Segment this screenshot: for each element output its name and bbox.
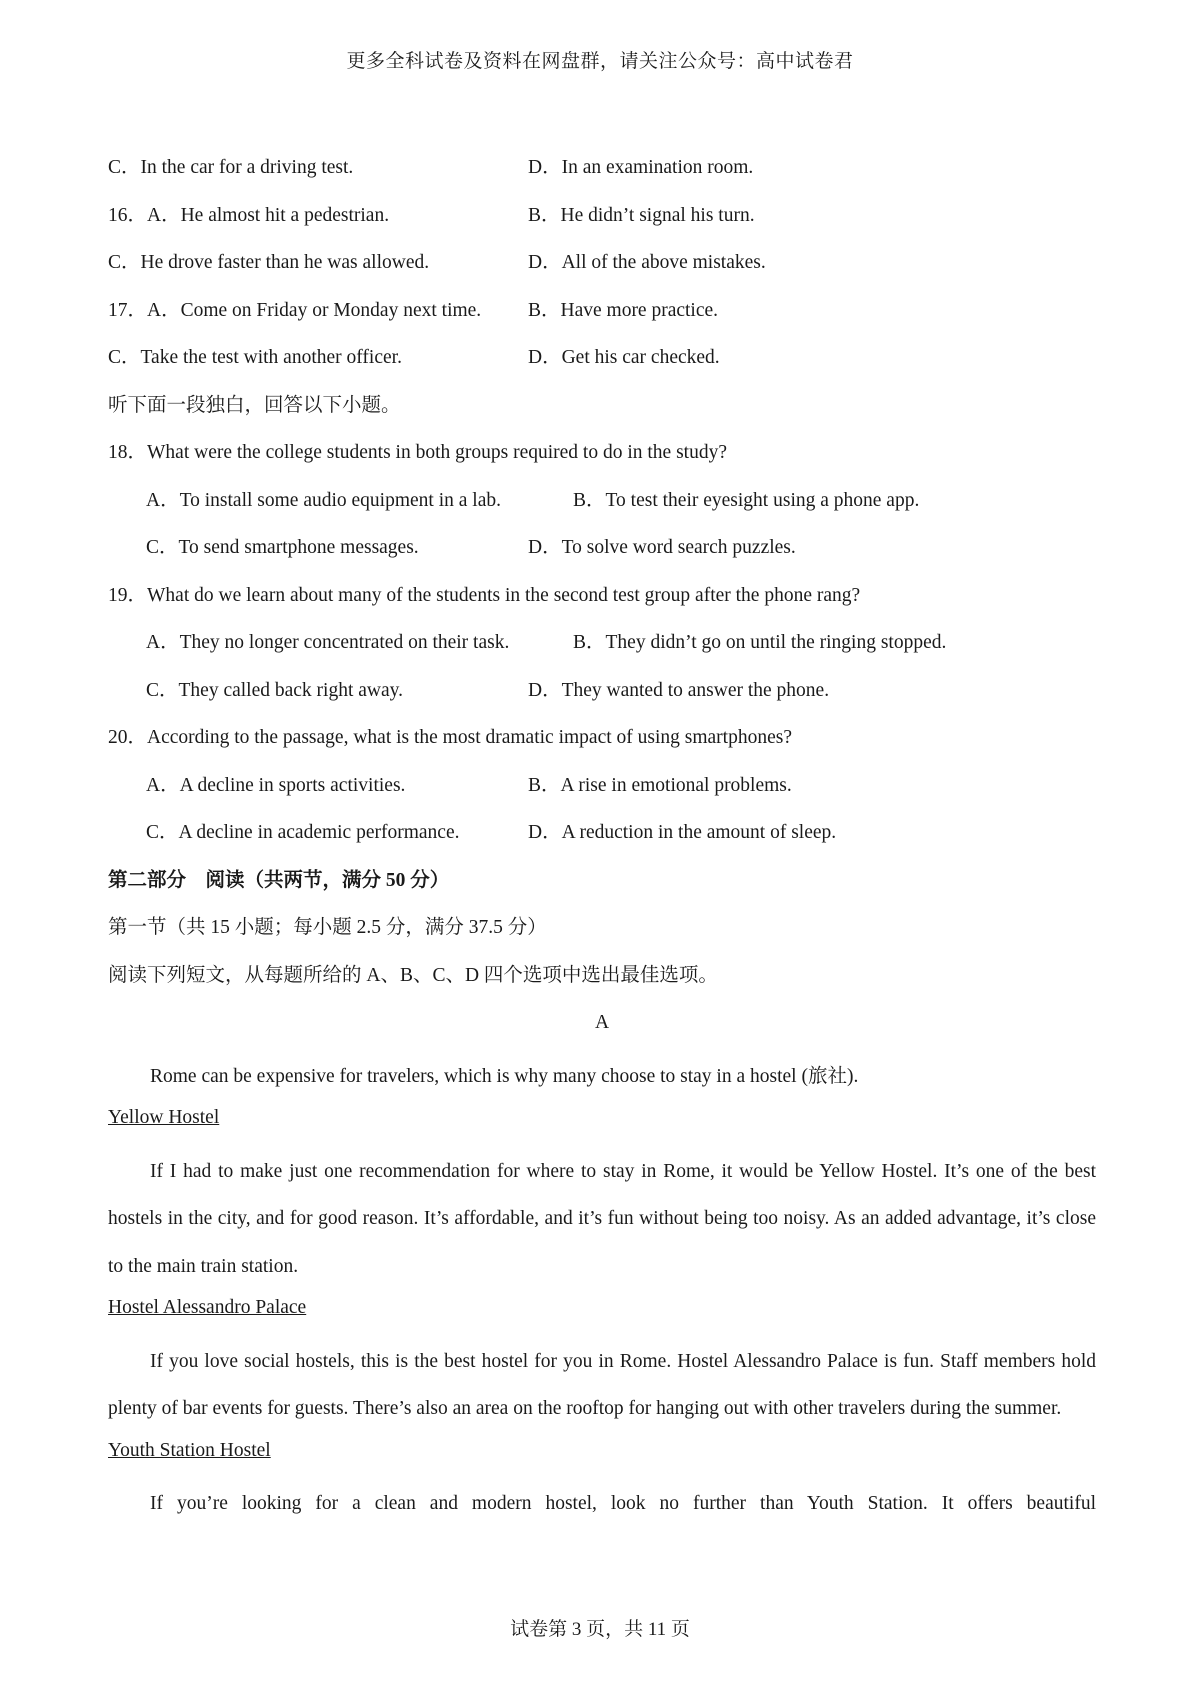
question-19-stem: 19．What do we learn about many of the students in the second test group after the phone rang?: [108, 584, 861, 606]
question-19-options-ab: [108, 625, 1096, 673]
question-18-number: 18．: [108, 442, 148, 463]
question-17-options-ab: [108, 293, 1096, 341]
question-18-stem: 18．What were the college students in both groups required to do in the study?: [108, 442, 727, 463]
option-20a: A．A decline in sports activities.: [146, 774, 406, 796]
page-content: [108, 150, 1096, 1528]
option-18b: B．To test their eyesight using a phone app.: [573, 489, 920, 511]
option-15d: D．In an examination room.: [528, 157, 754, 178]
question-20-stem: 20．According to the passage, what is the most dramatic impact of using smartphones?: [108, 727, 792, 748]
question-20-number: 20．: [108, 727, 148, 748]
part2-title: 第二部分 阅读（共两节，满分 50 分）: [108, 869, 450, 891]
monologue-instruction: 听下面一段独白，回答以下小题。: [108, 394, 401, 416]
hostel-heading-youth-station: Youth Station Hostel: [108, 1439, 271, 1461]
option-16d: D．All of the above mistakes.: [528, 252, 766, 273]
option-15c: C．In the car for a driving test.: [108, 157, 354, 178]
option-17c: C．Take the test with another officer.: [108, 347, 402, 368]
question-18-options-cd: [108, 530, 1096, 578]
question-17-number: 17．: [108, 299, 148, 321]
section1-instruction: 阅读下列短文，从每题所给的 A、B、C、D 四个选项中选出最佳选项。: [108, 964, 718, 986]
option-18a: A．To install some audio equipment in a lab.: [146, 489, 501, 511]
question-16-number: 16．: [108, 204, 148, 226]
passage-intro: Rome can be expensive for travelers, which is why many choose to stay in a hostel (旅社).: [150, 1065, 859, 1087]
option-19a: A．They no longer concentrated on their task.: [146, 632, 510, 653]
question-18-options-ab: [108, 483, 1096, 531]
hostel-heading-yellow: Yellow Hostel: [108, 1107, 220, 1128]
option-17d: D．Get his car checked.: [528, 347, 720, 368]
question-20-options-ab: [108, 768, 1096, 816]
page-footer: 试卷第 3 页，共 11 页: [510, 1619, 690, 1640]
option-17a: A．Come on Friday or Monday next time.: [147, 299, 482, 321]
question-20-options-cd: [108, 815, 1096, 863]
option-19c: C．They called back right away.: [146, 679, 404, 701]
option-18c: C．To send smartphone messages.: [146, 537, 419, 558]
option-20c: C．A decline in academic performance.: [146, 822, 460, 843]
page-header: 更多全科试卷及资料在网盘群，请关注公众号：高中试卷君: [346, 51, 854, 72]
option-16a: A．He almost hit a pedestrian.: [147, 204, 390, 226]
hostel-text-yellow: If I had to make just one recommendation for where to stay in Rome, it would be Yellow Hostel. It’s one of the best hostels in the city, and for good reason. It’s affordable, and it’s fun without being too noisy. As an added advantage, it’s close to the main train station.: [108, 1160, 1096, 1277]
option-19b: B．They didn’t go on until the ringing stopped.: [573, 632, 947, 653]
question-19-number: 19．: [108, 584, 148, 606]
question-16-options-ab: [108, 198, 1096, 246]
question-17-options-cd: [108, 340, 1096, 388]
option-16c: C．He drove faster than he was allowed.: [108, 252, 430, 273]
section1-title: 第一节（共 15 小题；每小题 2.5 分，满分 37.5 分）: [108, 917, 547, 938]
option-20d: D．A reduction in the amount of sleep.: [528, 822, 837, 843]
hostel-text-youth-station: If you’re looking for a clean and modern hostel, look no further than Youth Station. It offers beautiful: [150, 1493, 1096, 1514]
passage-letter: A: [594, 1012, 610, 1033]
option-20b: B．A rise in emotional problems.: [528, 774, 792, 796]
option-18d: D．To solve word search puzzles.: [528, 537, 796, 558]
option-17b: B．Have more practice.: [528, 299, 719, 321]
option-19d: D．They wanted to answer the phone.: [528, 679, 830, 701]
question-15-options-cd: [108, 150, 1096, 198]
hostel-text-alessandro: If you love social hostels, this is the best hostel for you in Rome. Hostel Alessandro Palace is fun. Staff members hold plenty of bar events for guests. There’s also an area on the rooftop for hanging out with other travelers during the summer.: [108, 1350, 1096, 1419]
option-16b: B．He didn’t signal his turn.: [528, 204, 755, 226]
hostel-heading-alessandro: Hostel Alessandro Palace: [108, 1297, 307, 1318]
question-16-options-cd: [108, 245, 1096, 293]
question-19-options-cd: [108, 673, 1096, 721]
